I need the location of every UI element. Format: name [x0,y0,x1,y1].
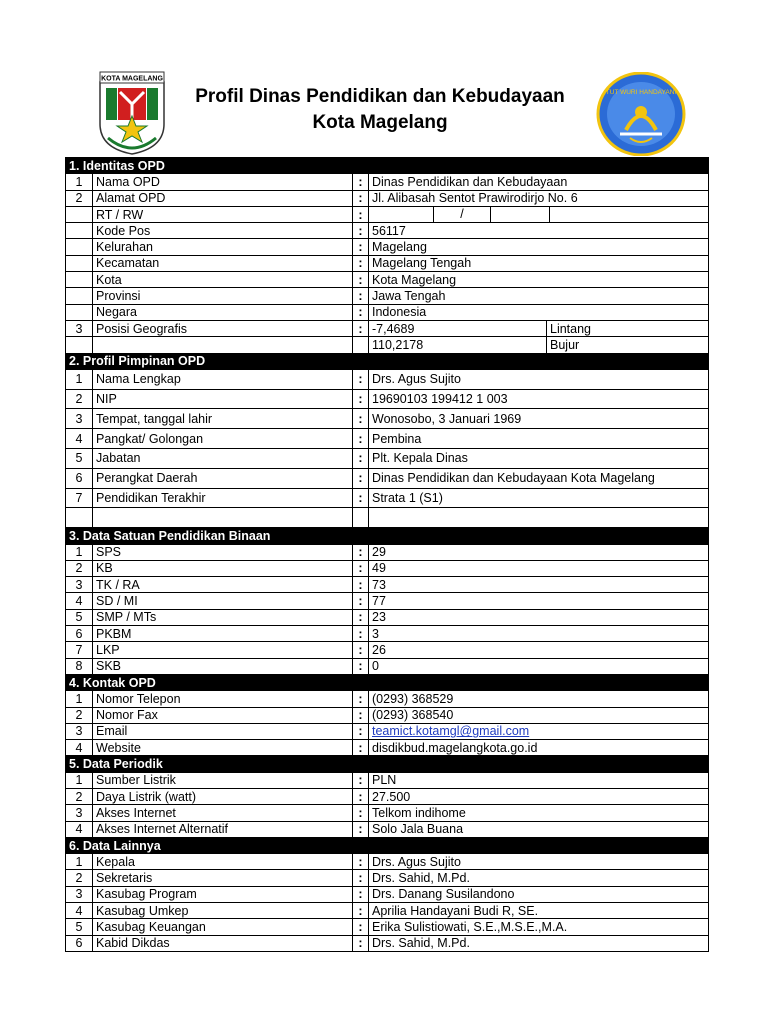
colon-separator [353,508,369,528]
field-value: Drs. Agus Sujito [369,369,709,389]
table-row [66,206,709,222]
row-number: 6 [66,468,93,488]
table-row [66,468,709,488]
row-number: 6 [66,935,93,951]
table-row [66,560,709,576]
table-row [66,369,709,389]
table-row [66,449,709,469]
colon-separator: : [353,691,369,707]
colon-separator: : [353,320,369,336]
field-label: NIP [93,389,353,409]
table-row [66,772,709,788]
field-label: Nomor Fax [93,707,353,723]
rt-rw-value [369,206,709,222]
table-row [66,190,709,206]
section-header-satuan [66,528,709,544]
row-number [66,304,93,320]
field-value: Strata 1 (S1) [369,488,709,508]
field-label: Nomor Telepon [93,691,353,707]
table-row [66,658,709,674]
field-label: Pangkat/ Golongan [93,429,353,449]
field-label: Kelurahan [93,239,353,255]
row-number: 1 [66,772,93,788]
row-number: 2 [66,190,93,206]
row-number: 1 [66,174,93,190]
table-row [66,707,709,723]
row-number: 2 [66,707,93,723]
colon-separator: : [353,903,369,919]
field-label: RT / RW [93,206,353,222]
field-value: 0 [369,658,709,674]
field-label: Email [93,723,353,739]
colon-separator: : [353,919,369,935]
colon-separator: : [353,821,369,837]
field-value: 26 [369,642,709,658]
field-value: (0293) 368529 [369,691,709,707]
row-number: 3 [66,805,93,821]
row-number: 3 [66,723,93,739]
field-label: Nama OPD [93,174,353,190]
field-label: Kepala [93,854,353,870]
table-row [66,626,709,642]
colon-separator: : [353,288,369,304]
colon-separator: : [353,707,369,723]
profile-table [65,157,709,952]
email-link[interactable]: teamict.kotamgl@gmail.com [372,724,530,739]
section-title: 6. Data Lainnya [66,837,709,853]
field-value: disdikbud.magelangkota.go.id [369,740,709,756]
table-row [66,805,709,821]
row-number: 4 [66,821,93,837]
table-row [66,272,709,288]
section-header-kontak [66,674,709,690]
row-number: 2 [66,788,93,804]
field-label: Sumber Listrik [93,772,353,788]
table-row [66,593,709,609]
row-number: 2 [66,870,93,886]
table-row [66,409,709,429]
field-label: Kasubag Umkep [93,903,353,919]
field-label: SD / MI [93,593,353,609]
row-number: 4 [66,740,93,756]
colon-separator: : [353,223,369,239]
row-number: 1 [66,369,93,389]
field-value: 3 [369,626,709,642]
document-title [180,84,580,136]
field-value: 49 [369,560,709,576]
colon-separator: : [353,272,369,288]
colon-separator: : [353,577,369,593]
field-value: Drs. Sahid, M.Pd. [369,870,709,886]
table-row [66,223,709,239]
section-header-pimpinan [66,353,709,369]
field-value: Drs. Danang Susilandono [369,886,709,902]
table-row [66,239,709,255]
field-value: (0293) 368540 [369,707,709,723]
field-value: 56117 [369,223,709,239]
row-number: 3 [66,409,93,429]
field-value: 29 [369,544,709,560]
row-number: 4 [66,593,93,609]
colon-separator: : [353,429,369,449]
longitude-label: Bujur [547,337,709,353]
table-row [66,288,709,304]
row-number [66,239,93,255]
field-label: Akses Internet Alternatif [93,821,353,837]
colon-separator: : [353,544,369,560]
row-number: 7 [66,642,93,658]
field-label: Sekretaris [93,870,353,886]
row-number [66,255,93,271]
colon-separator: : [353,409,369,429]
field-value: Pembina [369,429,709,449]
row-number: 2 [66,389,93,409]
field-value: 73 [369,577,709,593]
field-label: Pendidikan Terakhir [93,488,353,508]
field-label: Kecamatan [93,255,353,271]
row-number: 3 [66,320,93,336]
table-row [66,320,709,336]
colon-separator: : [353,609,369,625]
colon-separator: : [353,658,369,674]
colon-separator: : [353,740,369,756]
field-value: 27.500 [369,788,709,804]
document-header [60,62,710,156]
rt-box [369,207,433,222]
title-line-2: Kota Magelang [312,112,448,133]
field-label: SPS [93,544,353,560]
field-label: Negara [93,304,353,320]
table-row [66,174,709,190]
field-value: Indonesia [369,304,709,320]
row-number: 4 [66,903,93,919]
table-row [66,740,709,756]
field-label: Nama Lengkap [93,369,353,389]
section-title: 3. Data Satuan Pendidikan Binaan [66,528,709,544]
colon-separator: : [353,389,369,409]
field-value: 77 [369,593,709,609]
table-row [66,255,709,271]
longitude-value: 110,2178 [369,337,547,353]
colon-separator: : [353,805,369,821]
crest-logo-text: KOTA MAGELANG [101,75,163,83]
section-title: 2. Profil Pimpinan OPD [66,353,709,369]
field-label: PKBM [93,626,353,642]
title-line-1: Profil Dinas Pendidikan dan Kebudayaan [195,86,565,107]
field-label: SKB [93,658,353,674]
field-label: Kota [93,272,353,288]
field-label: KB [93,560,353,576]
latitude-value: -7,4689 [369,320,547,336]
row-number: 8 [66,658,93,674]
table-row [66,337,709,353]
colon-separator: : [353,174,369,190]
field-value: 23 [369,609,709,625]
field-value: Drs. Agus Sujito [369,854,709,870]
tut-wuri-handayani-logo [596,72,686,156]
table-row [66,886,709,902]
row-number [66,508,93,528]
field-value: Erika Sulistiowati, S.E.,M.S.E.,M.A. [369,919,709,935]
section-header-lainnya [66,837,709,853]
table-row [66,609,709,625]
field-label: Kasubag Program [93,886,353,902]
table-row [66,870,709,886]
field-value: Dinas Pendidikan dan Kebudayaan [369,174,709,190]
section-header-identitas [66,158,709,174]
field-value: Dinas Pendidikan dan Kebudayaan Kota Magelang [369,468,709,488]
field-label: TK / RA [93,577,353,593]
field-label: Perangkat Daerah [93,468,353,488]
field-value: Plt. Kepala Dinas [369,449,709,469]
row-number [66,206,93,222]
colon-separator: : [353,593,369,609]
table-row [66,429,709,449]
table-row [66,935,709,951]
colon-separator: : [353,870,369,886]
row-number: 2 [66,560,93,576]
row-number: 5 [66,919,93,935]
field-label: Daya Listrik (watt) [93,788,353,804]
row-number: 1 [66,544,93,560]
table-row [66,304,709,320]
table-row [66,854,709,870]
field-label: Provinsi [93,288,353,304]
row-number: 4 [66,429,93,449]
blank-row [66,508,709,528]
colon-separator: : [353,468,369,488]
section-header-periodik [66,756,709,772]
colon-separator: : [353,369,369,389]
table-row [66,544,709,560]
colon-separator: : [353,788,369,804]
colon-separator: : [353,723,369,739]
table-row [66,691,709,707]
field-label: Jabatan [93,449,353,469]
section-title: 1. Identitas OPD [66,158,709,174]
field-label: LKP [93,642,353,658]
field-label: Alamat OPD [93,190,353,206]
colon-separator: : [353,772,369,788]
table-row [66,389,709,409]
field-value: Drs. Sahid, M.Pd. [369,935,709,951]
row-number: 3 [66,886,93,902]
row-number: 7 [66,488,93,508]
field-value: Wonosobo, 3 Januari 1969 [369,409,709,429]
field-label: SMP / MTs [93,609,353,625]
field-value: Jl. Alibasah Sentot Prawirodirjo No. 6 [369,190,709,206]
table-row [66,788,709,804]
field-value [369,508,709,528]
colon-separator: : [353,626,369,642]
table-row [66,723,709,739]
tut-wuri-logo-text: TUT WURI HANDAYANI [605,89,677,96]
row-number: 1 [66,691,93,707]
colon-separator: : [353,488,369,508]
field-label: Posisi Geografis [93,320,353,336]
rw-box [490,207,549,222]
row-number [66,272,93,288]
row-number: 5 [66,609,93,625]
field-label: Akses Internet [93,805,353,821]
latitude-label: Lintang [547,320,709,336]
colon-separator: : [353,935,369,951]
field-value: Aprilia Handayani Budi R, SE. [369,903,709,919]
field-value: Magelang [369,239,709,255]
colon-separator: : [353,560,369,576]
row-number: 1 [66,854,93,870]
field-label: Kasubag Keuangan [93,919,353,935]
table-row [66,903,709,919]
field-value: Jawa Tengah [369,288,709,304]
field-value: Magelang Tengah [369,255,709,271]
row-number [66,223,93,239]
field-value [369,723,709,739]
row-number [66,288,93,304]
table-row [66,577,709,593]
table-row [66,642,709,658]
colon-separator [353,337,369,353]
table-row [66,821,709,837]
colon-separator: : [353,206,369,222]
table-row [66,919,709,935]
colon-separator: : [353,190,369,206]
field-label: Tempat, tanggal lahir [93,409,353,429]
row-number [66,337,93,353]
colon-separator: : [353,449,369,469]
field-label: Kabid Dikdas [93,935,353,951]
kota-magelang-crest-logo [96,68,168,156]
rt-rw-separator: / [433,207,490,222]
field-value: Telkom indihome [369,805,709,821]
field-label [93,508,353,528]
rt-rw-extra-box [549,207,708,222]
colon-separator: : [353,886,369,902]
field-value: 19690103 199412 1 003 [369,389,709,409]
field-label [93,337,353,353]
field-value: Kota Magelang [369,272,709,288]
colon-separator: : [353,255,369,271]
field-label: Website [93,740,353,756]
table-row [66,488,709,508]
section-title: 4. Kontak OPD [66,674,709,690]
colon-separator: : [353,854,369,870]
row-number: 5 [66,449,93,469]
field-value: PLN [369,772,709,788]
colon-separator: : [353,304,369,320]
colon-separator: : [353,642,369,658]
colon-separator: : [353,239,369,255]
section-title: 5. Data Periodik [66,756,709,772]
row-number: 3 [66,577,93,593]
row-number: 6 [66,626,93,642]
field-value: Solo Jala Buana [369,821,709,837]
field-label: Kode Pos [93,223,353,239]
